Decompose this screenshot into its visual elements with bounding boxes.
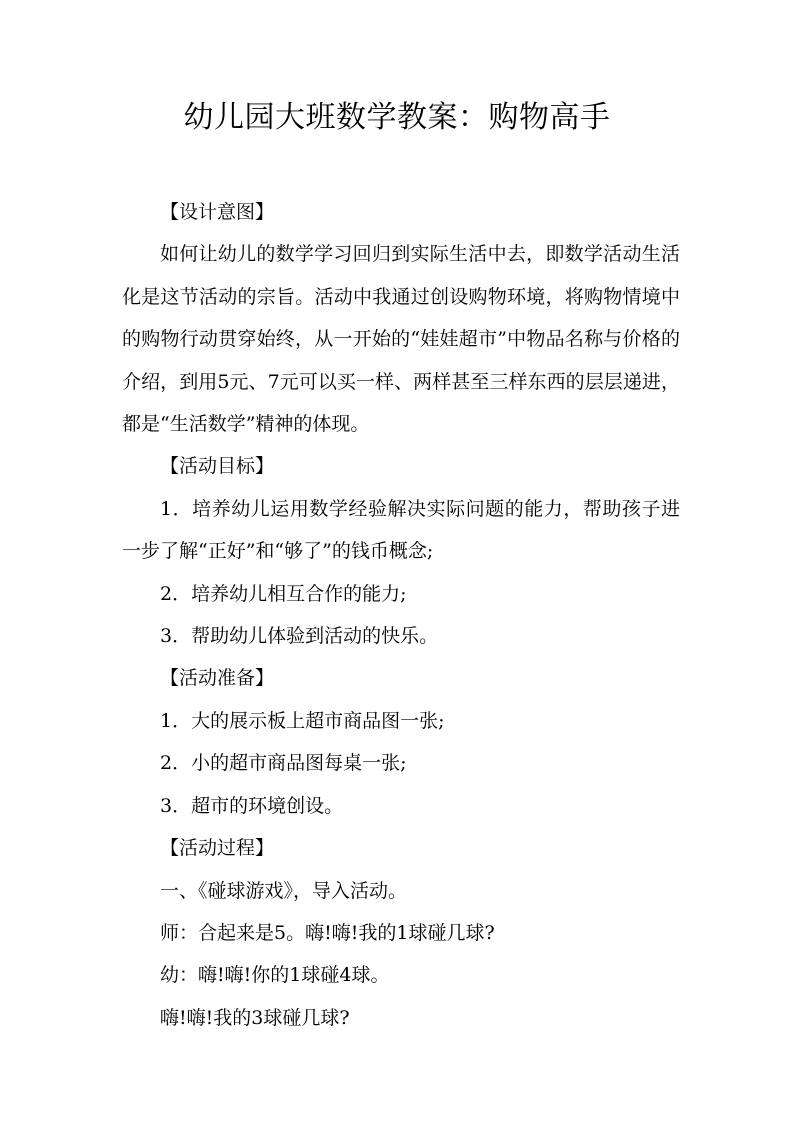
design-paragraph: 如何让幼儿的数学学习回归到实际生活中去，即数学活动生活化是这节活动的宗旨。活动中我通过创设购物环境，将购物情境中的购物行动贯穿始终，从一开始的“娃娃超市”中物品名称与价格的介绍，到用5元、7元可以买一样、两样甚至三样东西的层层递进，都是“生活数学”精神的体现。 [122,243,680,436]
section-heading-process: 【活动过程】 [160,837,275,860]
prep-item-1: 1．大的展示板上超市商品图一张; [160,709,445,732]
section-heading-design: 【设计意图】 [160,201,275,223]
process-line-4: 嗨!嗨!我的3球碰几球? [160,1006,350,1029]
process-line-2: 师：合起来是5。嗨!嗨!我的1球碰几球? [160,921,495,944]
goal-item-1: 1．培养幼儿运用数学经验解决实际问题的能力，帮助孩子进一步了解“正好”和“够了”的钱币概念; [122,497,680,563]
document-body [122,191,680,1039]
goal-item-3: 3．帮助幼儿体验到活动的快乐。 [160,625,439,648]
document-title: 幼儿园大班数学教案：购物高手 [183,100,611,135]
section-heading-prep: 【活动准备】 [160,667,275,690]
prep-item-3: 3．超市的环境创设。 [160,794,344,817]
prep-item-2: 2．小的超市商品图每桌一张; [160,752,407,775]
section-heading-goals: 【活动目标】 [160,455,275,478]
process-line-1: 一、《碰球游戏》，导入活动。 [160,879,408,902]
goal-item-2: 2．培养幼儿相互合作的能力; [160,582,407,605]
process-line-3: 幼：嗨!嗨!你的1球碰4球。 [160,964,390,987]
